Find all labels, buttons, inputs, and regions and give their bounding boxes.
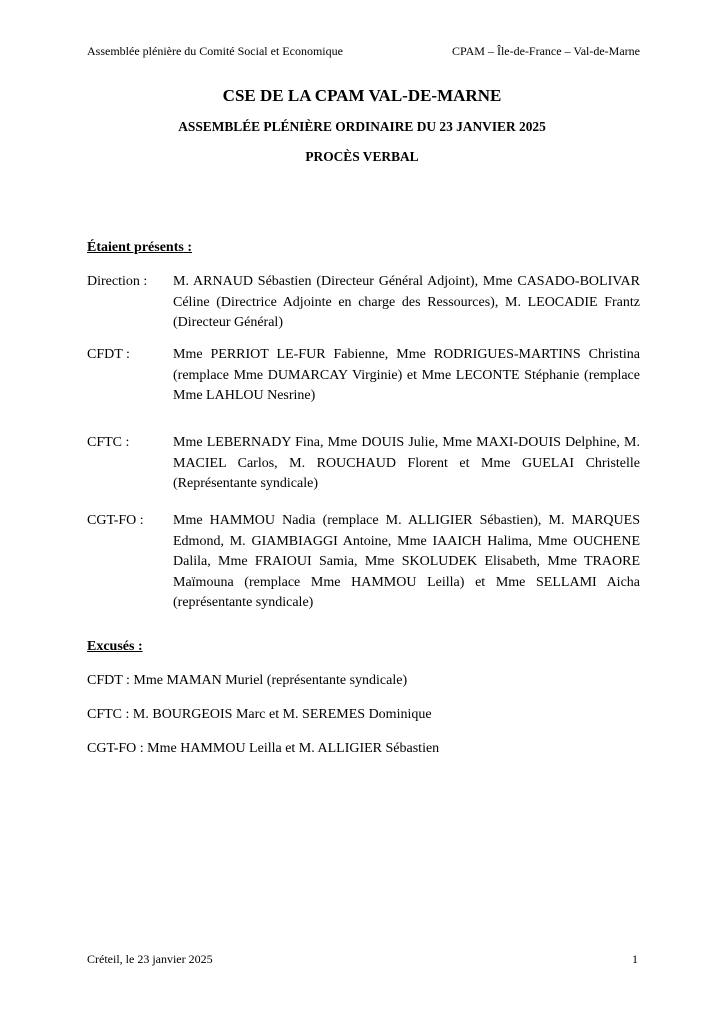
row-text: Mme LEBERNADY Fina, Mme DOUIS Julie, Mme MAXI-DOUIS Delphine, M. MACIEL Carlos, M. ROUCHAUD Florent et Mme GUELAI Christelle (Représentante syndicale) [173, 435, 640, 491]
excuses-line-cgt-fo: CGT-FO : Mme HAMMOU Leilla et M. ALLIGIER Sébastien [87, 741, 440, 756]
meeting-subtitle: ASSEMBLÉE PLÉNIÈRE ORDINAIRE DU 23 JANVIER 2025 [178, 119, 546, 134]
row-text: M. ARNAUD Sébastien (Directeur Général Adjoint), Mme CASADO-BOLIVAR Céline (Directrice Adjointe en charge des Ressources), M. LEOCADIE Frantz (Directeur Général) [173, 274, 640, 330]
row-label: CFDT : [87, 347, 130, 362]
row-label: CFTC : [87, 435, 130, 450]
presents-heading-text: Étaient présents [87, 240, 184, 255]
excuses-heading-suffix: : [134, 639, 143, 654]
page-header-right: CPAM – Île-de-France – Val-de-Marne [452, 44, 640, 58]
page-number: 1 [632, 952, 638, 966]
row-label: CGT-FO : [87, 513, 144, 528]
row-text: Mme PERRIOT LE-FUR Fabienne, Mme RODRIGUES-MARTINS Christina (remplace Mme DUMARCAY Virginie) et Mme LECONTE Stéphanie (remplace Mme LAHLOU Nesrine) [173, 347, 640, 403]
excuses-heading-text: Excusés [87, 639, 135, 654]
row-text: Mme HAMMOU Nadia (remplace M. ALLIGIER Sébastien), M. MARQUES Edmond, M. GIAMBIAGGI Antoine, Mme IAAICH Halima, Mme OUCHENE Dalila, Mme FRAIOUI Samia, Mme SKOLUDEK Elisabeth, Mme TRAORE Maïmouna (remplace Mme HAMMOU Leilla) et Mme SELLAMI Aicha (représentante syndicale) [173, 513, 640, 610]
page-header-left: Assemblée plénière du Comité Social et Economique [87, 44, 343, 58]
presents-heading-suffix: : [183, 240, 192, 255]
excuses-line-cftc: CFTC : M. BOURGEOIS Marc et M. SEREMES Dominique [87, 707, 432, 722]
document-title: CSE DE LA CPAM VAL-DE-MARNE [222, 86, 502, 105]
document-type: PROCÈS VERBAL [305, 149, 419, 164]
row-label: Direction : [87, 274, 148, 289]
presents-heading [87, 240, 192, 256]
excuses-line-cfdt: CFDT : Mme MAMAN Muriel (représentante syndicale) [87, 673, 408, 688]
excuses-heading [87, 639, 143, 655]
footer-place-date: Créteil, le 23 janvier 2025 [87, 952, 213, 966]
